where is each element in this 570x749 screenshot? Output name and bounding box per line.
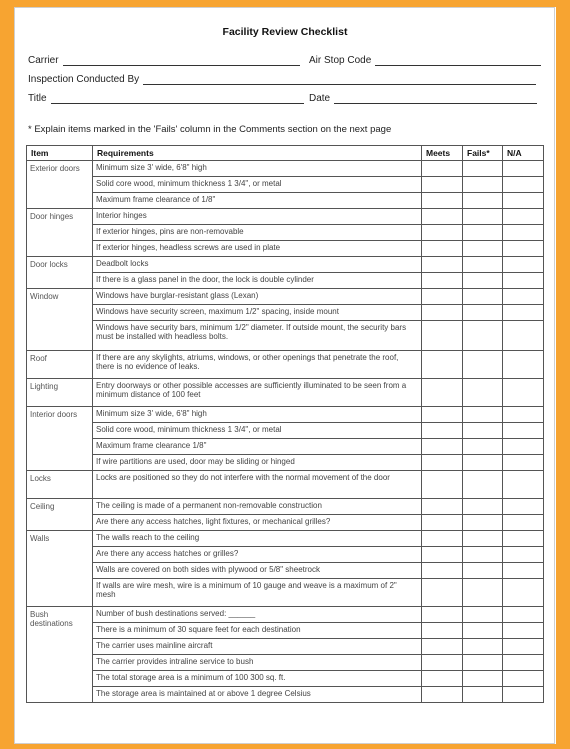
requirement-cell: Walls are covered on both sides with plywood or 5/8" sheetrock bbox=[93, 563, 422, 579]
header-requirements: Requirements bbox=[93, 146, 422, 161]
header-item: Item bbox=[27, 146, 93, 161]
item-cell: Window bbox=[27, 289, 93, 351]
fails-checkbox-cell[interactable] bbox=[463, 241, 503, 257]
table-row bbox=[27, 623, 544, 639]
table-row bbox=[27, 177, 544, 193]
requirement-cell: The storage area is maintained at or above 1 degree Celsius bbox=[93, 687, 422, 703]
requirement-cell: Windows have burglar-resistant glass (Lexan) bbox=[93, 289, 422, 305]
fails-checkbox-cell[interactable] bbox=[463, 379, 503, 407]
item-cell: Lighting bbox=[27, 379, 93, 407]
carrier-label: Carrier bbox=[28, 55, 59, 66]
item-cell: Locks bbox=[27, 471, 93, 499]
header-meets: Meets bbox=[422, 146, 463, 161]
na-checkbox-cell[interactable] bbox=[503, 515, 544, 531]
na-checkbox-cell[interactable] bbox=[503, 455, 544, 471]
meets-checkbox-cell[interactable] bbox=[422, 655, 463, 671]
meets-checkbox-cell[interactable] bbox=[422, 209, 463, 225]
na-checkbox-cell[interactable] bbox=[503, 209, 544, 225]
table-row bbox=[27, 607, 544, 623]
table-header-row bbox=[27, 146, 544, 161]
item-cell: Door hinges bbox=[27, 209, 93, 257]
title-label: Title bbox=[28, 93, 47, 104]
table-row bbox=[27, 225, 544, 241]
date-line[interactable] bbox=[334, 94, 537, 104]
fails-checkbox-cell[interactable] bbox=[463, 225, 503, 241]
requirement-cell: If exterior hinges, headless screws are used in plate bbox=[93, 241, 422, 257]
fails-checkbox-cell[interactable] bbox=[463, 579, 503, 607]
requirement-cell: If there is a glass panel in the door, the lock is double cylinder bbox=[93, 273, 422, 289]
meets-checkbox-cell[interactable] bbox=[422, 579, 463, 607]
fails-checkbox-cell[interactable] bbox=[463, 351, 503, 379]
requirement-cell: The ceiling is made of a permanent non-removable construction bbox=[93, 499, 422, 515]
table-row bbox=[27, 379, 544, 407]
title-line[interactable] bbox=[51, 94, 304, 104]
requirement-cell: Minimum size 3' wide, 6'8" high bbox=[93, 407, 422, 423]
meets-checkbox-cell[interactable] bbox=[422, 257, 463, 273]
air-stop-code-label: Air Stop Code bbox=[309, 55, 372, 66]
fails-checkbox-cell[interactable] bbox=[463, 177, 503, 193]
table-row bbox=[27, 289, 544, 305]
fails-checkbox-cell[interactable] bbox=[463, 407, 503, 423]
na-checkbox-cell[interactable] bbox=[503, 351, 544, 379]
document-title: Facility Review Checklist bbox=[222, 26, 348, 38]
fails-checkbox-cell[interactable] bbox=[463, 531, 503, 547]
requirement-cell: Locks are positioned so they do not interfere with the normal movement of the door bbox=[93, 471, 422, 499]
table-row bbox=[27, 471, 544, 499]
meets-checkbox-cell[interactable] bbox=[422, 177, 463, 193]
fails-checkbox-cell[interactable] bbox=[463, 273, 503, 289]
fails-checkbox-cell[interactable] bbox=[463, 687, 503, 703]
requirement-cell: If there are any skylights, atriums, windows, or other openings that penetrate the roof, there is no evidence of leaks. bbox=[93, 351, 422, 379]
checklist-table bbox=[26, 145, 544, 703]
title-field[interactable] bbox=[28, 93, 304, 104]
date-field[interactable] bbox=[309, 93, 537, 104]
requirement-cell: Are there any access hatches or grilles? bbox=[93, 547, 422, 563]
na-checkbox-cell[interactable] bbox=[503, 423, 544, 439]
meets-checkbox-cell[interactable] bbox=[422, 499, 463, 515]
header-na: N/A bbox=[503, 146, 544, 161]
requirement-cell: Solid core wood, minimum thickness 1 3/4", or metal bbox=[93, 177, 422, 193]
requirement-cell: Windows have security screen, maximum 1/2" spacing, inside mount bbox=[93, 305, 422, 321]
item-cell: Ceiling bbox=[27, 499, 93, 531]
table-row bbox=[27, 257, 544, 273]
date-label: Date bbox=[309, 93, 331, 104]
meets-checkbox-cell[interactable] bbox=[422, 563, 463, 579]
meets-checkbox-cell[interactable] bbox=[422, 289, 463, 305]
inspection-by-label: Inspection Conducted By bbox=[28, 74, 140, 85]
requirement-cell: The total storage area is a minimum of 100 300 sq. ft. bbox=[93, 671, 422, 687]
item-cell: Exterior doors bbox=[27, 161, 93, 209]
item-cell: Roof bbox=[27, 351, 93, 379]
na-checkbox-cell[interactable] bbox=[503, 305, 544, 321]
table-row bbox=[27, 563, 544, 579]
requirement-cell: Interior hinges bbox=[93, 209, 422, 225]
carrier-line[interactable] bbox=[63, 56, 300, 66]
fails-checkbox-cell[interactable] bbox=[463, 563, 503, 579]
meets-checkbox-cell[interactable] bbox=[422, 671, 463, 687]
meets-checkbox-cell[interactable] bbox=[422, 471, 463, 499]
table-row bbox=[27, 515, 544, 531]
fails-checkbox-cell[interactable] bbox=[463, 515, 503, 531]
meets-checkbox-cell[interactable] bbox=[422, 273, 463, 289]
requirement-cell: If exterior hinges, pins are non-removable bbox=[93, 225, 422, 241]
fails-note: * Explain items marked in the 'Fails' column in the Comments section on the next page bbox=[28, 124, 392, 135]
meets-checkbox-cell[interactable] bbox=[422, 225, 463, 241]
meets-checkbox-cell[interactable] bbox=[422, 351, 463, 379]
fails-checkbox-cell[interactable] bbox=[463, 639, 503, 655]
meets-checkbox-cell[interactable] bbox=[422, 531, 463, 547]
meets-checkbox-cell[interactable] bbox=[422, 241, 463, 257]
na-checkbox-cell[interactable] bbox=[503, 607, 544, 623]
table-row bbox=[27, 193, 544, 209]
meets-checkbox-cell[interactable] bbox=[422, 547, 463, 563]
requirement-cell: Entry doorways or other possible accesses are sufficiently illuminated to be seen from a minimum distance of 100 feet bbox=[93, 379, 422, 407]
na-checkbox-cell[interactable] bbox=[503, 161, 544, 177]
meets-checkbox-cell[interactable] bbox=[422, 687, 463, 703]
na-checkbox-cell[interactable] bbox=[503, 579, 544, 607]
fails-checkbox-cell[interactable] bbox=[463, 289, 503, 305]
table-row bbox=[27, 455, 544, 471]
na-checkbox-cell[interactable] bbox=[503, 439, 544, 455]
meets-checkbox-cell[interactable] bbox=[422, 639, 463, 655]
na-checkbox-cell[interactable] bbox=[503, 321, 544, 351]
table-row bbox=[27, 161, 544, 177]
requirement-cell: Deadbolt locks bbox=[93, 257, 422, 273]
na-checkbox-cell[interactable] bbox=[503, 563, 544, 579]
meets-checkbox-cell[interactable] bbox=[422, 607, 463, 623]
na-checkbox-cell[interactable] bbox=[503, 687, 544, 703]
table-row bbox=[27, 241, 544, 257]
table-row bbox=[27, 305, 544, 321]
fails-checkbox-cell[interactable] bbox=[463, 209, 503, 225]
fails-checkbox-cell[interactable] bbox=[463, 193, 503, 209]
fails-checkbox-cell[interactable] bbox=[463, 499, 503, 515]
na-checkbox-cell[interactable] bbox=[503, 655, 544, 671]
requirement-cell: The carrier uses mainline aircraft bbox=[93, 639, 422, 655]
fails-checkbox-cell[interactable] bbox=[463, 305, 503, 321]
requirement-cell: Are there any access hatches, light fixtures, or mechanical grilles? bbox=[93, 515, 422, 531]
table-row bbox=[27, 547, 544, 563]
na-checkbox-cell[interactable] bbox=[503, 257, 544, 273]
item-cell: Walls bbox=[27, 531, 93, 607]
table-row bbox=[27, 531, 544, 547]
requirement-cell: Minimum size 3' wide, 6'8" high bbox=[93, 161, 422, 177]
requirement-cell: If wire partitions are used, door may be sliding or hinged bbox=[93, 455, 422, 471]
table-row bbox=[27, 579, 544, 607]
na-checkbox-cell[interactable] bbox=[503, 273, 544, 289]
fails-checkbox-cell[interactable] bbox=[463, 439, 503, 455]
fails-checkbox-cell[interactable] bbox=[463, 655, 503, 671]
meets-checkbox-cell[interactable] bbox=[422, 407, 463, 423]
fails-checkbox-cell[interactable] bbox=[463, 547, 503, 563]
air-stop-code-field[interactable] bbox=[309, 55, 541, 66]
table-row bbox=[27, 407, 544, 423]
meets-checkbox-cell[interactable] bbox=[422, 379, 463, 407]
meets-checkbox-cell[interactable] bbox=[422, 515, 463, 531]
requirement-cell: Solid core wood, minimum thickness 1 3/4", or metal bbox=[93, 423, 422, 439]
fails-checkbox-cell[interactable] bbox=[463, 455, 503, 471]
meets-checkbox-cell[interactable] bbox=[422, 161, 463, 177]
item-cell: Interior doors bbox=[27, 407, 93, 471]
inspection-by-field[interactable] bbox=[28, 74, 536, 85]
header-fails: Fails* bbox=[463, 146, 503, 161]
requirement-cell: Number of bush destinations served: ______ bbox=[93, 607, 422, 623]
na-checkbox-cell[interactable] bbox=[503, 531, 544, 547]
meets-checkbox-cell[interactable] bbox=[422, 305, 463, 321]
table-row bbox=[27, 321, 544, 351]
na-checkbox-cell[interactable] bbox=[503, 547, 544, 563]
carrier-field[interactable] bbox=[28, 55, 300, 66]
requirement-cell: The walls reach to the ceiling bbox=[93, 531, 422, 547]
fails-checkbox-cell[interactable] bbox=[463, 471, 503, 499]
fails-checkbox-cell[interactable] bbox=[463, 423, 503, 439]
fails-checkbox-cell[interactable] bbox=[463, 671, 503, 687]
table-row bbox=[27, 639, 544, 655]
requirement-cell: Windows have security bars, minimum 1/2" diameter. If outside mount, the security bars must be installed with headless bolts. bbox=[93, 321, 422, 351]
na-checkbox-cell[interactable] bbox=[503, 623, 544, 639]
fails-checkbox-cell[interactable] bbox=[463, 623, 503, 639]
fails-checkbox-cell[interactable] bbox=[463, 161, 503, 177]
table-row bbox=[27, 351, 544, 379]
requirement-cell: Maximum frame clearance 1/8" bbox=[93, 439, 422, 455]
item-cell: Bush destinations bbox=[27, 607, 93, 703]
table-row bbox=[27, 209, 544, 225]
fails-checkbox-cell[interactable] bbox=[463, 257, 503, 273]
inspection-by-line[interactable] bbox=[143, 75, 536, 85]
table-row bbox=[27, 687, 544, 703]
air-stop-code-line[interactable] bbox=[375, 56, 541, 66]
meets-checkbox-cell[interactable] bbox=[422, 455, 463, 471]
na-checkbox-cell[interactable] bbox=[503, 177, 544, 193]
requirement-cell: The carrier provides intraline service to bush bbox=[93, 655, 422, 671]
meets-checkbox-cell[interactable] bbox=[422, 439, 463, 455]
table-row bbox=[27, 655, 544, 671]
table-row bbox=[27, 439, 544, 455]
meets-checkbox-cell[interactable] bbox=[422, 193, 463, 209]
na-checkbox-cell[interactable] bbox=[503, 639, 544, 655]
requirement-cell: If walls are wire mesh, wire is a minimum of 10 gauge and weave is a maximum of 2" mesh bbox=[93, 579, 422, 607]
fails-checkbox-cell[interactable] bbox=[463, 607, 503, 623]
table-row bbox=[27, 671, 544, 687]
item-cell: Door locks bbox=[27, 257, 93, 289]
meets-checkbox-cell[interactable] bbox=[422, 321, 463, 351]
table-row bbox=[27, 423, 544, 439]
requirement-cell: Maximum frame clearance of 1/8" bbox=[93, 193, 422, 209]
na-checkbox-cell[interactable] bbox=[503, 193, 544, 209]
requirement-cell: There is a minimum of 30 square feet for each destination bbox=[93, 623, 422, 639]
na-checkbox-cell[interactable] bbox=[503, 499, 544, 515]
na-checkbox-cell[interactable] bbox=[503, 407, 544, 423]
na-checkbox-cell[interactable] bbox=[503, 379, 544, 407]
fails-checkbox-cell[interactable] bbox=[463, 321, 503, 351]
table-row bbox=[27, 273, 544, 289]
na-checkbox-cell[interactable] bbox=[503, 241, 544, 257]
meets-checkbox-cell[interactable] bbox=[422, 423, 463, 439]
na-checkbox-cell[interactable] bbox=[503, 289, 544, 305]
na-checkbox-cell[interactable] bbox=[503, 671, 544, 687]
na-checkbox-cell[interactable] bbox=[503, 471, 544, 499]
na-checkbox-cell[interactable] bbox=[503, 225, 544, 241]
meets-checkbox-cell[interactable] bbox=[422, 623, 463, 639]
table-row bbox=[27, 499, 544, 515]
